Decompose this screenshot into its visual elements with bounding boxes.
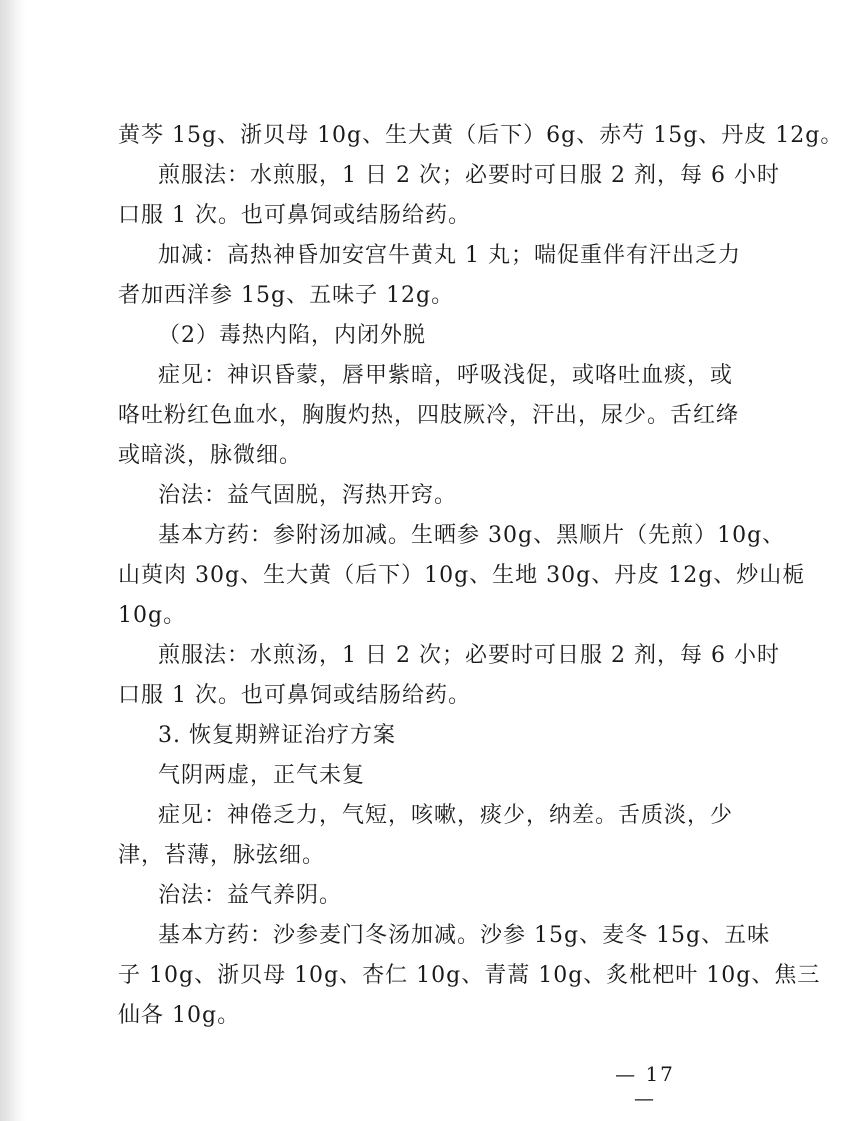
text-line: 加减：高热神昏加安宫牛黄丸 1 丸；喘促重伴有汗出乏力 xyxy=(158,243,741,268)
text-line: 煎服法：水煎汤，1 日 2 次；必要时可日服 2 剂，每 6 小时 xyxy=(158,643,780,668)
text-line: 基本方药：参附汤加减。生晒参 30g、黑顺片（先煎）10g、 xyxy=(158,523,786,548)
text-line: 口服 1 次。也可鼻饲或结肠给药。 xyxy=(118,683,471,708)
text-line: 咯吐粉红色血水，胸腹灼热，四肢厥冷，汗出，尿少。舌红绛 xyxy=(118,403,740,428)
section-heading: 3. 恢复期辨证治疗方案 xyxy=(158,723,396,748)
text-line: 症见：神识昏蒙，唇甲紫暗，呼吸浅促，或咯吐血痰，或 xyxy=(158,363,734,388)
text-line: 症见：神倦乏力，气短，咳嗽，痰少，纳差。舌质淡，少 xyxy=(158,803,734,828)
text-line: 煎服法：水煎服，1 日 2 次；必要时可日服 2 剂，每 6 小时 xyxy=(158,163,780,188)
scan-edge-shadow xyxy=(0,0,26,1121)
document-page xyxy=(118,116,843,1036)
page-number: — 17 — xyxy=(615,1062,675,1110)
text-line: 山萸肉 30g、生大黄（后下）10g、生地 30g、丹皮 12g、炒山栀 xyxy=(118,563,806,588)
text-line: 黄芩 15g、浙贝母 10g、生大黄（后下）6g、赤芍 15g、丹皮 12g。 xyxy=(118,123,843,148)
text-line: 子 10g、浙贝母 10g、杏仁 10g、青蒿 10g、炙枇杷叶 10g、焦三 xyxy=(118,963,821,988)
text-line: 基本方药：沙参麦门冬汤加减。沙参 15g、麦冬 15g、五味 xyxy=(158,923,771,948)
text-line: 者加西洋参 15g、五味子 12g。 xyxy=(118,283,455,308)
text-line: 治法：益气固脱，泻热开窍。 xyxy=(158,483,458,508)
text-line: 治法：益气养阴。 xyxy=(158,883,343,908)
subsection-heading: 气阴两虚，正气未复 xyxy=(158,763,366,788)
text-line: 仙各 10g。 xyxy=(118,1003,241,1028)
text-line: 口服 1 次。也可鼻饲或结肠给药。 xyxy=(118,203,471,228)
section-heading: （2）毒热内陷，内闭外脱 xyxy=(158,323,426,348)
text-line: 10g。 xyxy=(118,603,187,628)
text-line: 或暗淡，脉微细。 xyxy=(118,443,303,468)
text-line: 津，苔薄，脉弦细。 xyxy=(118,843,326,868)
